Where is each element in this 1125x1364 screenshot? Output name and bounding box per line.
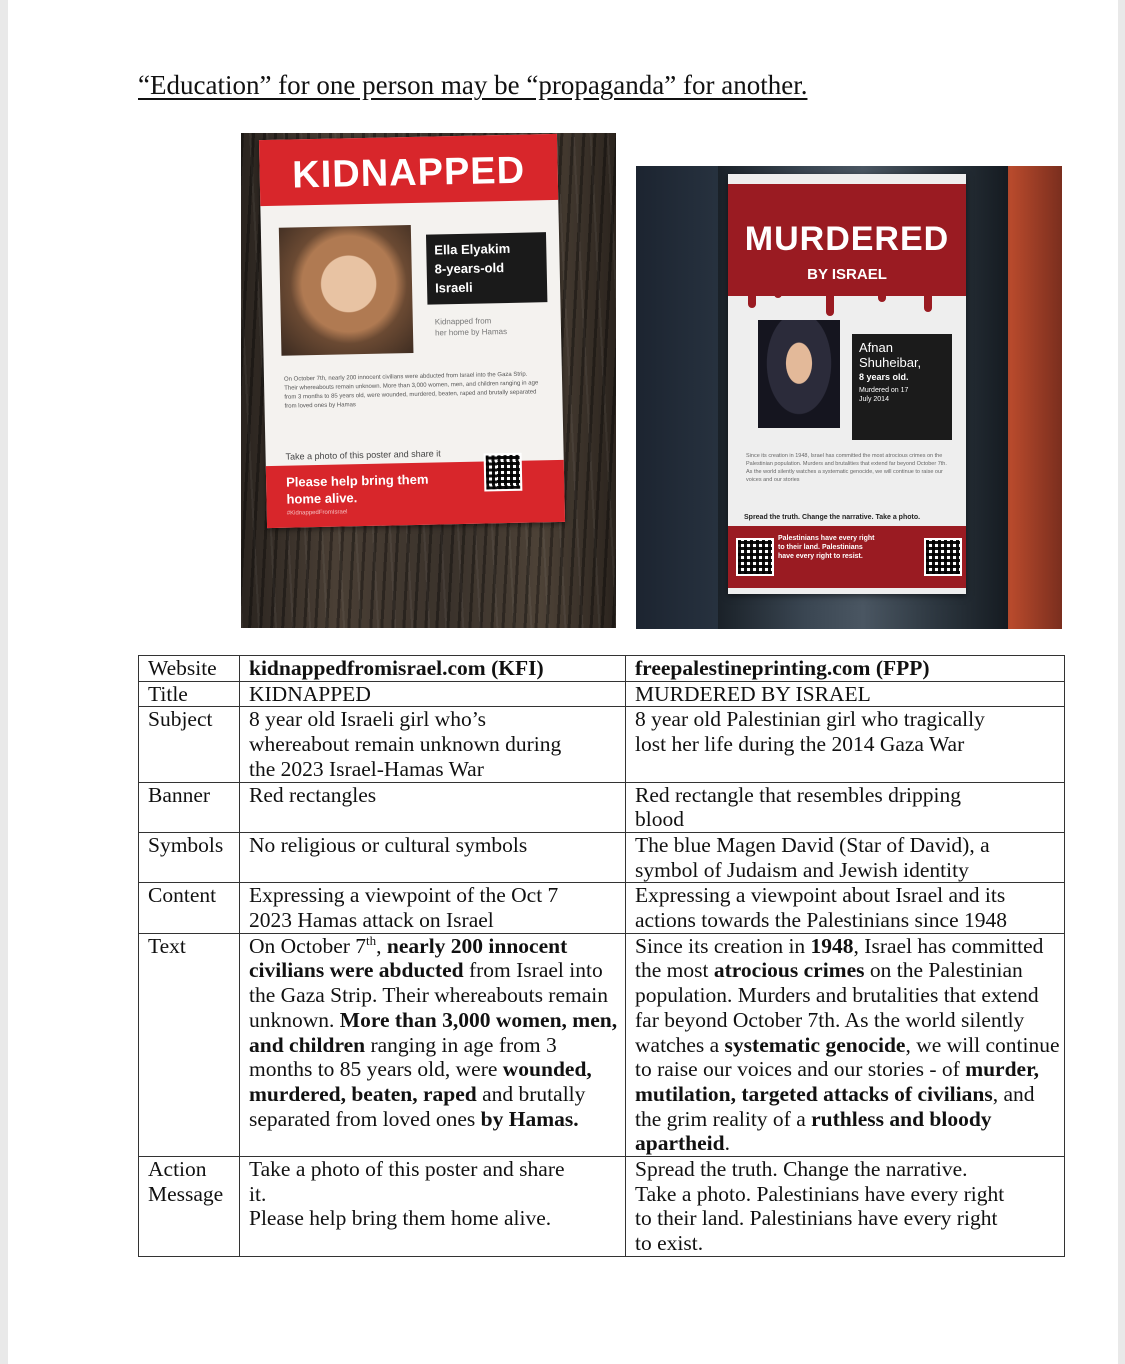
cell-line: whereabout remain unknown during: [249, 732, 562, 757]
fpp-action: [626, 1157, 1065, 1257]
text-run: , Israel has committed the most: [635, 933, 1044, 983]
table-row-banner: [139, 782, 1065, 832]
kfi-text: [240, 933, 626, 1156]
blood-drip: [924, 286, 932, 312]
kfi-website: kidnappedfromisrael.com (KFI): [240, 656, 626, 682]
table-row-subject: [139, 707, 1065, 782]
cell-line: blood: [635, 807, 684, 832]
text-bold-run: ruthless and bloody apartheid: [635, 1106, 992, 1156]
kidnapped-poster: [259, 134, 565, 528]
qr-code-icon: [484, 453, 523, 492]
poster-help-line: Please help bring them: [285, 471, 429, 490]
poster-resist-line: to their land. Palestinians: [778, 544, 863, 551]
poster-age: 8-years-old: [434, 260, 505, 277]
kfi-symbols: No religious or cultural symbols: [240, 832, 626, 882]
table-row-website: [139, 656, 1065, 682]
text-run: On October 7: [249, 933, 367, 958]
text-bold-run: nearly 200 innocent civilians were abducted: [249, 933, 568, 983]
poster-date-line: July 2014: [859, 396, 889, 403]
poster-resist-line: have every right to resist.: [778, 553, 863, 560]
poster-name: Afnan: [859, 340, 893, 355]
cell-line: Expressing a viewpoint about Israel and its: [635, 883, 1006, 908]
text-run: ,: [376, 933, 387, 958]
poster-subtitle-line: her home by Hamas: [434, 327, 508, 338]
poster-banner: [728, 184, 966, 296]
blood-drip: [826, 286, 834, 316]
cell-line: the 2023 Israel-Hamas War: [249, 756, 484, 781]
text-bold-run: wounded, murdered, beaten, raped: [249, 1057, 592, 1106]
poster-banner-title: MURDERED: [744, 220, 950, 258]
cell-line: Message: [148, 1181, 224, 1206]
poster-subtitle-line: Kidnapped from: [434, 316, 492, 327]
murdered-poster-photo: [636, 166, 1062, 629]
poster-body-text: Since its creation in 1948, Israel has committed the most atrocious crimes on the Palestinian population. Murders and brutalities that extend far beyond October 7th. As the world silently watches a systematic genocide, we will continue to raise our voices and our stories: [746, 453, 947, 483]
text-bold-run: systematic genocide: [724, 1032, 906, 1057]
poster-age: 8 years old.: [859, 372, 909, 382]
cell-line: symbol of Judaism and Jewish identity: [635, 857, 969, 882]
text-bold-run: 1948: [810, 933, 854, 958]
fpp-title: MURDERED BY ISRAEL: [626, 681, 1065, 707]
page-heading: “Education” for one person may be “propaganda” for another.: [138, 70, 808, 100]
table-row-symbols: [139, 832, 1065, 882]
cell-line: The blue Magen David (Star of David), a: [635, 832, 990, 857]
cell-line: 2023 Hamas attack on Israel: [249, 908, 494, 933]
row-label: Content: [139, 883, 240, 933]
poster-help-message: [286, 470, 457, 520]
text-run: Since its creation in: [635, 933, 811, 958]
fpp-symbols: [626, 832, 1065, 882]
text-run: , and the grim reality of a: [635, 1081, 1035, 1131]
row-label: Banner: [139, 782, 240, 832]
table-row-title: [139, 681, 1065, 707]
cell-line: Expressing a viewpoint of the Oct 7: [249, 883, 559, 908]
kfi-action: [240, 1157, 626, 1257]
poster-resist-message: [778, 534, 888, 561]
kidnapped-poster-photo: [241, 133, 616, 628]
document-page: [8, 0, 1118, 1364]
poster-spread-text: Spread the truth. Change the narrative. Take a photo.: [744, 514, 921, 521]
row-label: Text: [139, 933, 240, 1156]
text-bold-run: More than 3,000 women, men, and children: [249, 1007, 618, 1057]
row-label: Subject: [139, 707, 240, 782]
child-portrait: [758, 320, 840, 428]
fpp-subject: [626, 707, 1065, 782]
fpp-website: freepalestineprinting.com (FPP): [626, 656, 1065, 682]
cell-line: actions towards the Palestinians since 1948: [635, 908, 1007, 933]
text-superscript: th: [366, 933, 377, 948]
row-label: Title: [139, 681, 240, 707]
poster-footer-banner: [266, 460, 565, 528]
cell-line: to their land. Palestinians have every right: [635, 1206, 998, 1231]
kfi-title: KIDNAPPED: [240, 681, 626, 707]
poster-hashtag: #KidnappedFromIsrael: [286, 509, 348, 517]
row-label: Website: [139, 656, 240, 682]
text-run: ranging in age from 3 months to 85 years old, were: [249, 1032, 557, 1082]
cell-line: Please help bring them home alive.: [249, 1206, 552, 1231]
cell-line: 8 year old Palestinian girl who tragically: [635, 707, 985, 732]
poster-take-photo: Take a photo of this poster and share it: [285, 448, 441, 462]
kfi-banner: Red rectangles: [240, 782, 626, 832]
row-label: Symbols: [139, 832, 240, 882]
cell-line: lost her life during the 2014 Gaza War: [635, 732, 965, 757]
fpp-content: [626, 883, 1065, 933]
text-bold-run: atrocious crimes: [713, 958, 865, 983]
poster-date: [859, 386, 945, 404]
text-bold-run: by Hamas.: [480, 1106, 579, 1131]
qr-code-icon: [924, 538, 962, 576]
text-run: , we will continue to raise our voices and our stories - of: [635, 1032, 1060, 1082]
cell-line: Take a photo. Palestinians have every right: [635, 1181, 1005, 1206]
text-run: and brutally separated from loved ones: [249, 1081, 586, 1131]
blood-drip: [878, 286, 886, 302]
poster-name-box: [852, 334, 952, 440]
cell-line: Spread the truth. Change the narrative.: [635, 1157, 968, 1182]
cell-line: 8 year old Israeli girl who’s: [249, 707, 487, 732]
text-bold-run: murder, mutilation, targeted attacks of civilians: [635, 1057, 1040, 1106]
poster-resist-line: Palestinians have every right: [778, 535, 875, 542]
table-row-text: [139, 933, 1065, 1156]
text-run: on the Palestinian population. Murders and brutalities that extend far beyond October 7th. As the world silently watches a: [635, 958, 1039, 1057]
poster-date-line: Murdered on 17: [859, 387, 909, 394]
poster-name-box: [426, 232, 547, 304]
poster-name: Ella Elyakim: [434, 240, 511, 258]
table-row-content: [139, 883, 1065, 933]
table-row-action-message: [139, 1157, 1065, 1257]
row-label: [139, 1157, 240, 1257]
blood-drip: [774, 286, 782, 298]
fpp-text: [626, 933, 1065, 1156]
poster-help-line: home alive.: [286, 490, 358, 507]
kfi-content: [240, 883, 626, 933]
comparison-table: [138, 655, 1065, 1257]
cell-line: Take a photo of this poster and share: [249, 1157, 565, 1182]
poster-banner: KIDNAPPED: [259, 134, 558, 206]
poster-surname: Shuheibar,: [859, 355, 922, 370]
poster-body-text: On October 7th, nearly 200 innocent civilians were abducted from Israel into the Gaza Strip. Their whereabouts remain unknown. More than 3,000 women, men, and children ranging in age from 3 months to 85 years old, were wounded, murdered, beaten, raped and brutally separated from loved ones by Hamas: [283, 371, 539, 410]
murdered-poster: [728, 174, 966, 594]
poster-subtitle: [435, 315, 507, 339]
text-run: from Israel into the Gaza Strip. Their whereabouts remain unknown.: [249, 958, 609, 1032]
poster-nationality: Israeli: [434, 279, 473, 296]
kfi-subject: [240, 707, 626, 782]
qr-code-icon: [736, 538, 774, 576]
cell-line: Action: [148, 1157, 207, 1182]
poster-banner-subtitle: BY ISRAEL: [807, 266, 887, 283]
poster-footer-banner: [728, 526, 966, 588]
cell-line: Red rectangle that resembles dripping: [635, 782, 961, 807]
child-portrait: [279, 225, 414, 356]
text-run: .: [724, 1131, 730, 1156]
blood-drip: [748, 286, 756, 308]
fpp-banner: [626, 782, 1065, 832]
cell-line: it.: [249, 1181, 267, 1206]
cell-line: to exist.: [635, 1231, 704, 1256]
